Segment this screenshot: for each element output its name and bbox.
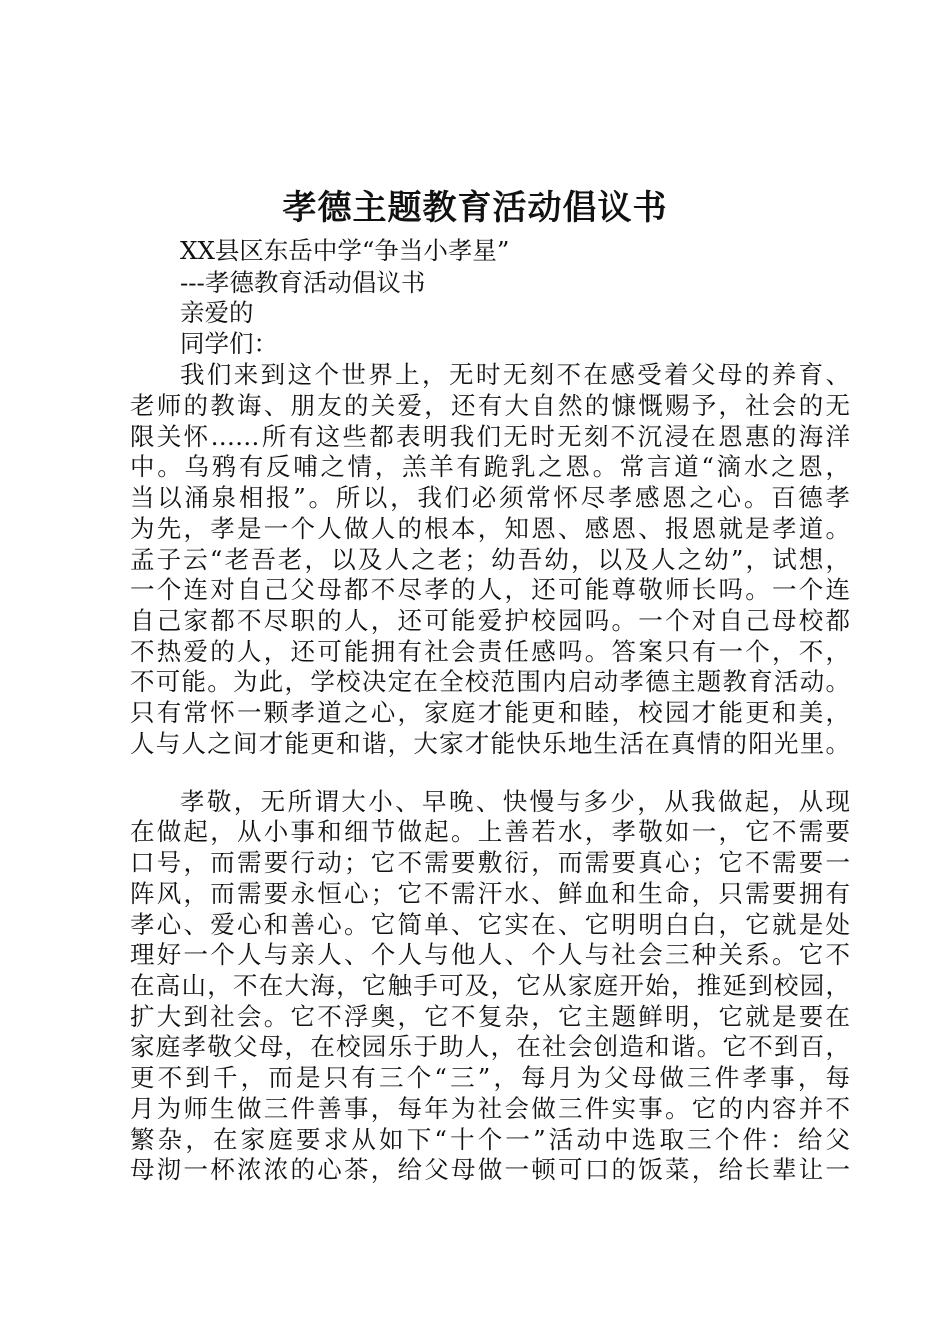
paragraph-line: 孝敬，无所谓大小、早晚、快慢与多少，从我做起，从现 bbox=[180, 787, 850, 816]
paragraph-line: 母沏一杯浓浓的心茶，给父母做一顿可口的饭菜，给长辈让一 bbox=[130, 1155, 850, 1184]
paragraph-line: 繁杂，在家庭要求从如下“十个一”活动中选取三个件：给父 bbox=[130, 1125, 850, 1154]
paragraph-line: 一个连对自己父母都不尽孝的人，还可能尊敬师长吗。一个连 bbox=[130, 575, 850, 604]
paragraph-line: 在高山，不在大海，它触手可及，它从家庭开始，推延到校园， bbox=[130, 971, 850, 1000]
paragraph-line: 在做起，从小事和细节做起。上善若水，孝敬如一，它不需要 bbox=[130, 817, 850, 846]
paragraph-line: 中。乌鸦有反哺之情，羔羊有跪乳之恩。常言道“滴水之恩， bbox=[130, 452, 850, 481]
paragraph-line: 孝心、爱心和善心。它简单、它实在、它明明白白，它就是处 bbox=[130, 910, 850, 939]
paragraph-line: 自己家都不尽职的人，还可能爱护校园吗。一个对自己母校都 bbox=[130, 606, 850, 635]
paragraph-line: 理好一个人与亲人、个人与他人、个人与社会三种关系。它不 bbox=[130, 940, 850, 969]
paragraph-line: 不可能。为此，学校决定在全校范围内启动孝德主题教育活动。 bbox=[130, 667, 850, 696]
salutation-line: 同学们： bbox=[180, 329, 278, 358]
paragraph-line: 孟子云“老吾老，以及人之老；幼吾幼，以及人之幼”，试想， bbox=[130, 545, 850, 574]
paragraph-line: 月为师生做三件善事，每年为社会做三件实事。它的内容并不 bbox=[130, 1094, 850, 1123]
paragraph-line: 更不到千，而是只有三个“三”，每月为父母做三件孝事，每 bbox=[130, 1063, 850, 1092]
paragraph-line: 当以涌泉相报”。所以，我们必须常怀尽孝感恩之心。百德孝 bbox=[130, 483, 850, 512]
paragraph-line: 家庭孝敬父母，在校园乐于助人，在社会创造和谐。它不到百， bbox=[130, 1032, 850, 1061]
paragraph-line: 我们来到这个世界上，无时无刻不在感受着父母的养育、 bbox=[180, 360, 850, 389]
document-title: 孝德主题教育活动倡议书 bbox=[282, 188, 668, 228]
paragraph-line: 扩大到社会。它不浮奥，它不复杂，它主题鲜明，它就是要在 bbox=[130, 1002, 850, 1031]
paragraph-line: 为先，孝是一个人做人的根本，知恩、感恩、报恩就是孝道。 bbox=[130, 514, 850, 543]
paragraph-line: 限关怀……所有这些都表明我们无时无刻不沉浸在恩惠的海洋 bbox=[130, 422, 850, 451]
paragraph-line: 只有常怀一颗孝道之心，家庭才能更和睦，校园才能更和美， bbox=[130, 698, 850, 727]
subtitle-line: ---孝德教育活动倡议书 bbox=[180, 268, 426, 297]
school-line: XX县区东岳中学“争当小孝星” bbox=[180, 236, 510, 265]
salutation-line: 亲爱的 bbox=[180, 298, 254, 327]
paragraph-line: 口号，而需要行动；它不需要敷衍，而需要真心；它不需要一 bbox=[130, 848, 850, 877]
paragraph-line: 阵风，而需要永恒心；它不需汗水、鲜血和生命，只需要拥有 bbox=[130, 879, 850, 908]
paragraph-line: 老师的教诲、朋友的关爱，还有大自然的慷慨赐予，社会的无 bbox=[130, 391, 850, 420]
paragraph-line: 人与人之间才能更和谐，大家才能快乐地生活在真情的阳光里。 bbox=[130, 729, 850, 758]
paragraph-line: 不热爱的人，还可能拥有社会责任感吗。答案只有一个，不， bbox=[130, 637, 850, 666]
